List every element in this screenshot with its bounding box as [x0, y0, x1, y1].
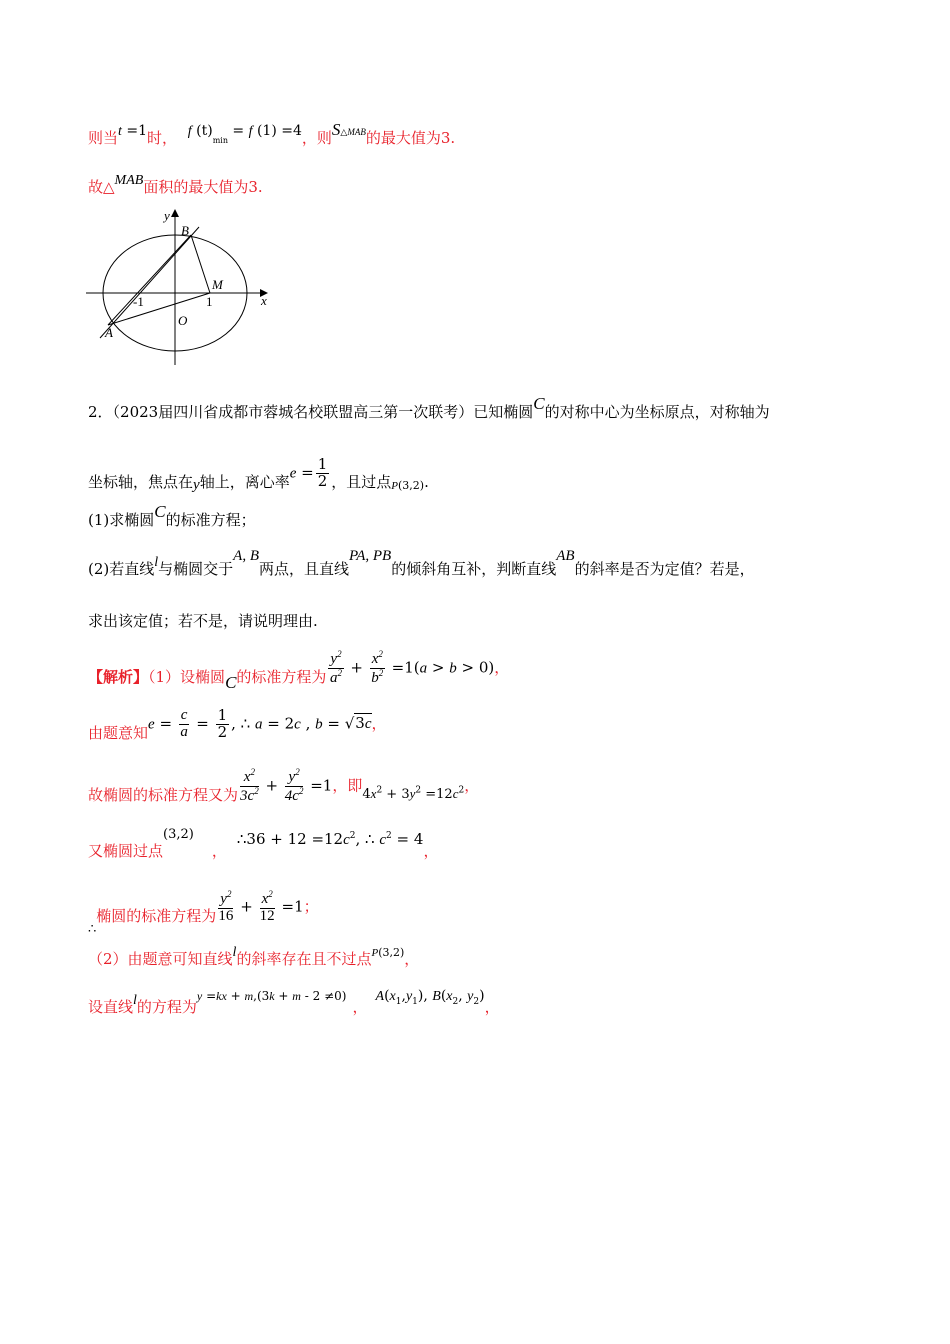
solution-line-5: ∴椭圆的标准方程为 $\frac{y^2}{16}$ + $\frac{x^2}{12}$ =1； — [88, 889, 319, 938]
q2-line-1: 2．（2023届四川省成都市蓉城名校联盟高三第一次联考）已知椭圆C的对称中心为坐标原点，对称轴为 — [88, 394, 770, 421]
label-one: 1 — [206, 294, 213, 309]
q2-line-2: 坐标轴，焦点在y轴上，离心率e = $\frac{1}{2}$ ，且过点$_{P(3,2)}$. — [88, 455, 429, 494]
q2-part-2: (2)若直线l与椭圆交于A, B两点，且直线PA, PB的倾斜角互补，判断直线AB的斜率是否为定值？若是， — [88, 548, 755, 578]
solution-line-6: （2）由题意可知直线l的斜率存在且不过点$^{P(3,2)}$， — [88, 945, 420, 968]
solution-line-3: 故椭圆的标准方程又为 $\frac{x^2}{3c^2}$ + $\frac{y^2}{4c^2}$ =1，即$4x^2 + 3y^2 =12c^2$， — [88, 767, 480, 805]
solution-line-2: 由题意知e = $\frac{c}{a}$ = $\frac{1}{2}$ , ∴ a = 2c , b = √3c， — [88, 706, 387, 743]
result-line-2: 故△MAB面积的最大值为3. — [88, 173, 263, 196]
result-line-1: 则当t =1时， f (t)min = f (1) =4，则$S^{\triangle MAB}$的最大值为3. — [88, 120, 456, 147]
solution-line-7: 设直线l的方程为$^{y =kx + m,(3k + m - 2 \ne 0)}$，$A(x_1,y_1)$, $B(x_2$, $y_2$)， — [88, 988, 500, 1016]
ellipse-figure — [86, 205, 286, 370]
q2-part-1: (1)求椭圆C的标准方程； — [88, 502, 256, 529]
q2-line-5: 求出该定值；若不是，请说明理由. — [88, 612, 318, 630]
label-x: x — [261, 293, 267, 308]
label-neg1: -1 — [133, 294, 144, 309]
label-A: A — [105, 325, 113, 340]
label-O: O — [178, 313, 188, 328]
solution-line-1: 【解析】（1）设椭圆C的标准方程为 $\frac{y^2}{a^2}$ + $\frac{x^2}{b^2}$ =1(a > b > 0)， — [88, 649, 510, 693]
label-B: B — [181, 223, 189, 238]
label-M: M — [212, 277, 223, 292]
solution-line-4: 又椭圆过点(3,2)，∴36 + $12 =12c^2$, ∴ $c^2 = 4$， — [88, 827, 439, 860]
label-y: y — [164, 208, 170, 223]
